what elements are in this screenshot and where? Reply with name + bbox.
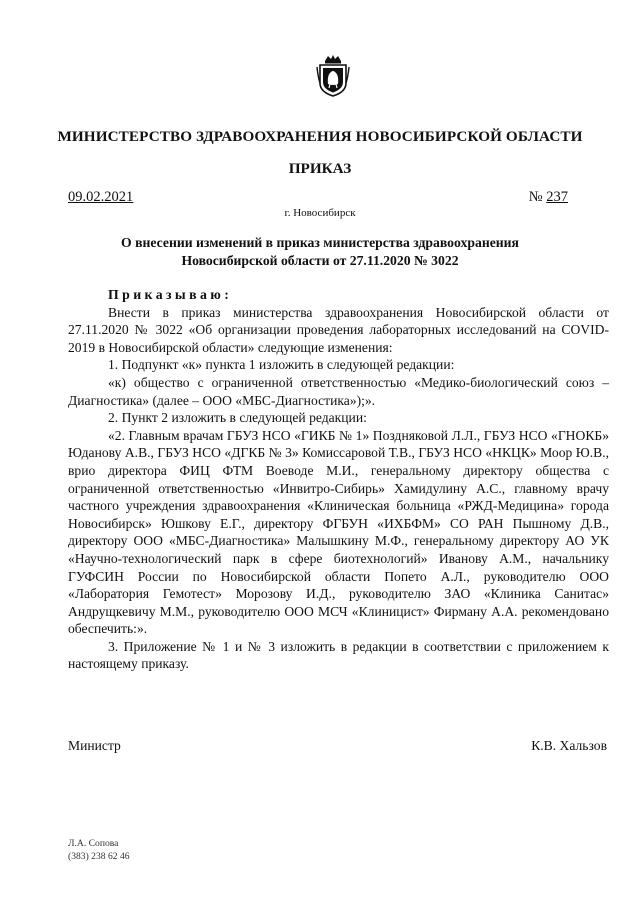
paragraph-item-1: 1. Подпункт «к» пункта 1 изложить в следующей редакции: [108, 357, 455, 373]
document-type: ПРИКАЗ [288, 160, 352, 177]
executor-footer [68, 838, 130, 863]
signature-name: К.В. Хальзов [531, 738, 607, 753]
paragraph-item-2: 2. Пункт 2 изложить в следующей редакции: [108, 410, 367, 426]
executor-phone: (383) 238 62 46 [68, 850, 130, 862]
paragraph-item-2-text: «2. Главным врачам ГБУЗ НСО «ГИКБ № 1» Поздняковой Л.Л., ГБУЗ НСО «ГНОКБ» Юданову А.В., ГБУЗ НСО «ДГКБ № 3» Комиссаровой Т.В., ГБУЗ НСО «НКЦК» Моор Ю.В., врио директора ФИЦ ФТМ Воеводе М.И., генеральному директору общества с ограниченной ответственностью «Инвитро-Сибирь» Хамидулину А.С., главному врачу частного учреждения здравоохранения «Клиническая больница «РЖД-Медицина» города Новосибирск» Юшкову Е.Г., директору ФГБУН «ИХБФМ» СО РАН Пышному Д.В., директору ООО «МБС-Диагностика» Малышкину М.Ф., генеральному директору АО УК «Научно-технологический парк в сфере биотехнологий» Иванову А.М., начальнику ГУФСИН России по Новосибирской области Попето А.Л., руководителю ООО «Лаборатория Гемотест» Морозову И.Д., руководителю ЗАО «Клиника Санитас» Андрущкевичу М.М., руководителю ООО МСЧ «Клиницист» Фирману А.А. рекомендовано обеспечить:». [68, 427, 609, 637]
order-number [529, 189, 568, 206]
order-date: 09.02.2021 [68, 189, 134, 205]
paragraph-item-3: 3. Приложение № 1 и № 3 изложить в редакции в соответствии с приложением к настоящему приказу. [68, 638, 609, 672]
subject-line-2: Новосибирской области от 27.11.2020 № 3022 [181, 253, 459, 268]
order-subject [80, 234, 560, 270]
coat-of-arms-icon [316, 53, 350, 97]
order-keyword: Приказываю: [108, 287, 233, 302]
ministry-name: МИНИСТЕРСТВО ЗДРАВООХРАНЕНИЯ НОВОСИБИРСКОЙ ОБЛАСТИ [57, 128, 583, 145]
paragraph-intro: Внести в приказ министерства здравоохранения Новосибирской области от 27.11.2020 № 3022 «Об организации проведения лабораторных исследований на COVID-2019 в Новосибирской области» следующие изменения: [68, 304, 609, 355]
number-value: 237 [546, 189, 568, 205]
executor-name: Л.А. Сопова [68, 838, 119, 849]
city: г. Новосибирск [284, 207, 356, 219]
number-sign: № [528, 189, 543, 205]
subject-line-1: О внесении изменений в приказ министерства здравоохранения [121, 235, 519, 250]
paragraph-item-1-text: «к) общество с ограниченной ответственностью «Медико-биологический союз – Диагностика» (далее – ООО «МБС-Диагностика»);». [68, 374, 609, 408]
order-body [68, 286, 609, 673]
signature-title: Министр [68, 738, 121, 753]
